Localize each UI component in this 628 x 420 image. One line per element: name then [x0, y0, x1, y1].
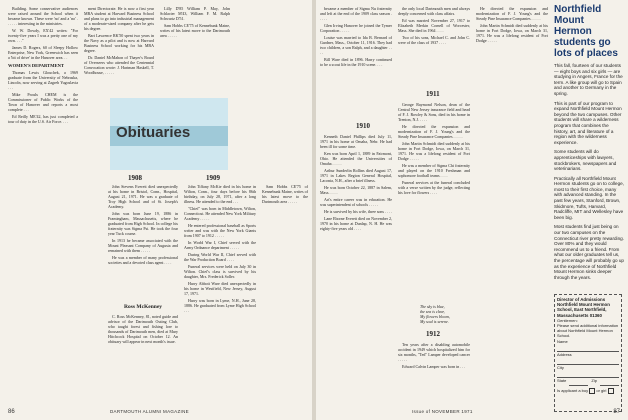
paragraph: John Tiffany McKie died in his home in Wilton, Conn., four days before his 86th birthday, on July 28, 1971, after a long illness. He attended to the end . . .: [184, 184, 256, 204]
verse-line: My flowers bloom,: [420, 314, 450, 319]
coupon-text: Please send additional information about Northfield Mount Hermon School.: [557, 323, 619, 339]
paragraph: In 1913 he became associated with the Mount Pleasant Company of Augusta and remained with them . . . . .: [108, 238, 178, 253]
paragraph: ment Directorate. He is now a first year MBA student at Harvard Business School and plans to go into industrial management of a moderate-sized company after he gets his degree.: [84, 6, 154, 31]
verse-line: the sea is clear,: [420, 309, 445, 314]
city-field-label: City: [557, 365, 564, 371]
ad-paragraph: This fall, fourteen of our students — eight boys and six girls — are studying in Angers, France for the term. A like group will go to Spain and another to Germany in the spring.: [554, 63, 623, 96]
paragraph: John Martin Schmidt died suddenly at his home in Fort Dodge, Iowa, on March 31, 1971. He was a lifelong resident of Fort Dodge . . . . .: [398, 141, 470, 161]
state-field-label: State: [557, 378, 567, 384]
year-heading-1912: 1912: [426, 330, 440, 338]
paragraph: Sam Hobbs CE'75 of Kennebunk Maine, writes of his latest move to the Dartmouth area . . . . .: [160, 23, 230, 38]
left-column-1: [8, 6, 78, 394]
paragraph: Kenneth Daniel Phillips died July 11, 1971 in his home at Omaha, Nebr. He had been ill for some time.: [320, 134, 392, 149]
year-heading-1908: 1908: [128, 174, 142, 182]
obituary-column-2: [184, 184, 256, 394]
paragraph: Funeral services were held on July 30 in Wilton. Chief's class is survived by his daughter, Mrs. Frederick Soller.: [184, 264, 256, 279]
ad-paragraph: Practically all Northfield Mount Hermon students go on to college, most to their first choice, many with advanced standing. In the past few years, Stanford, Brown, Skidmore, Tufts, Harvard, Radcliffe, MIT and Wellesley have been big.: [554, 175, 624, 220]
paragraph: He directed the expansion and modernization of F. J. Young's and the Steady Pine Insurance Companies . . . . .: [476, 6, 548, 21]
paragraph: Harry Abbott Ware died unexpectedly in his home in Westfield, New Jersey, August 17, 1971.: [184, 281, 256, 296]
boy-checkbox[interactable]: [589, 388, 595, 394]
left-page: [0, 0, 312, 420]
paragraph: John Stevens Everett died unexpectedly at his home in Bristol, Conn., Hospital, August 21, 1971. He was a graduate of Troy High School and of St. Joseph's Academy.: [108, 184, 178, 209]
paragraph: Edward Calvin Lamper was born in . . .: [402, 364, 466, 369]
address-field-label: Address: [557, 351, 572, 357]
coupon-address: Director of Admissions Northfield Mount Hermon School, East Northfield, Massachusetts 01360: [557, 297, 610, 318]
paragraph: Arthur Sunderlin Rollins died August 17, 1971 in Lakes Region General Hospital, Laconia, N.H., after a brief illness.: [320, 168, 392, 183]
paragraph: Ed Reilly ME'42, has just completed a tour of duty in the U.S. Air Force. . . .: [8, 114, 78, 124]
paragraph: Louise was married to Ida B. Bernard of Gardner, Mass., October 11, 1916. They had two children, a son Ralph, and a daughter . . . .: [320, 35, 392, 55]
paragraph: During World War II, Chief served with the War Production Board . . . .: [184, 252, 256, 262]
paragraph: "Chief" was born in Middletown, Wilton, Connecticut. He attended New York Military Academy . . . . .: [184, 206, 256, 221]
folio-right: Issue of NOVEMBER 1971: [412, 409, 473, 414]
paragraph: Mike Proulx CHEM is the Commissioner of Public Works of the Town of Hanover and reports a most complete . . .: [8, 92, 78, 112]
ad-body: [554, 63, 624, 280]
section-heading: WOMEN'S DEPARTMENT: [8, 63, 65, 68]
paragraph: George Raymond Nelson, dean of the Central New Jersey insurance field and head of F. J. Rowley & Sons, died in his home in Trenton, N.J. . . . .: [398, 102, 470, 122]
name-field-label: Name: [557, 338, 568, 344]
obituaries-title: Obituaries: [116, 124, 191, 141]
right-column-1: [320, 6, 392, 116]
paragraph: Lilly D'85 William P. May, John Schlacter M'43, William F. M. Ralph Schwartz D'51.: [160, 6, 230, 21]
paragraph: He was a member of Sigma Chi fraternity and played on the 1910 Freshman and sophomore football teams . . . .: [398, 163, 470, 178]
right-page: [316, 0, 628, 420]
coupon-greeting: Gentlemen:: [557, 317, 578, 323]
year-heading-1909: 1909: [206, 174, 220, 182]
paragraph: He is survived by his wife, three sons . . . .: [324, 209, 392, 214]
applicant-row: [557, 388, 619, 394]
paragraph: He entered professional baseball as Sports writer and was with the New York Giants from 1907 to 1912 . . . . .: [184, 223, 256, 238]
paragraph: Ten years after a disabling automobile accident in 1949 which hospitalized him for six months, "Ted" Lamper developed cancer . . . . .: [398, 342, 470, 362]
paragraph: Glen Irving Hanover he joined the Tymer Corporation . . . . .: [320, 23, 392, 33]
state-zip-row: [557, 378, 619, 386]
year-heading-1910: 1910: [356, 122, 370, 130]
folio-left: DARTMOUTH ALUMNI MAGAZINE: [110, 409, 189, 414]
paragraph: Lane Eborne Everett died on November 2, 1970 in his home at Dunlap, N. H. He was eighty-five years old . . . .: [320, 216, 392, 231]
right-column-2b: [398, 102, 470, 252]
year-heading-1911: 1911: [426, 90, 440, 98]
paragraph: Sam Hobbs CE'75 of Kennebunk Maine, writes of his latest move to the Dartmouth area . . . . .: [262, 184, 308, 204]
or-girl-label: or girl: [596, 388, 607, 394]
city-field[interactable]: [557, 371, 619, 378]
paragraph: Thomas Lewis Glouchek, a 1969 graduate from the University of Nebraska, Lincoln, now serving at Zagreb Yugoslavia . . .: [8, 70, 78, 90]
paragraph: He was a member of many professional societies and a devoted class agent . . . .: [108, 255, 178, 265]
right-column-2: [398, 6, 470, 84]
obituaries-banner: [110, 98, 228, 170]
ad-headline: Northfield Mount Hermon students go lots of places: [554, 4, 618, 59]
verse-line: The sky is blue,: [420, 304, 445, 309]
left-column-2: [84, 6, 154, 96]
paragraph: John was born June 19, 1886 in Framingham, Massachusetts, where he graduated from High School. In college his fraternity was Sigma Psi. He took the four year Tuck course.: [108, 211, 178, 236]
paragraph: Harry was born in Lyme, N.H., June 28, 1886. He graduated from Lyme High School . . .: [184, 298, 256, 313]
right-column-3: [476, 6, 548, 396]
paragraph: W. W. Dowdy, EX'42 writes: "For twenty-five years I was a pretty one of my own. . . .": [8, 28, 78, 43]
northfield-mount-hermon-ad: [554, 4, 624, 414]
paragraph: He was born October 22, 1887 in Salem, Mass. . . . .: [320, 185, 392, 195]
obituary-name-heading: Ross McKenney: [124, 304, 163, 310]
girl-checkbox[interactable]: [608, 388, 614, 394]
paragraph: Bart Lawrence RK'50 spent two years in the Navy as a pilot and is now at Harvard Business School working for his MBA degree.: [84, 33, 154, 53]
paragraph: Two of his sons, Michael C. and John C. were of the class of 1937 . . . .: [398, 35, 470, 45]
ad-paragraph: This is part of our program to expand Northfield Mount Hermon beyond the two campuses. Other students will share a wilderness program that combines the history, art, and literature of a region with the wilderness experience.: [554, 100, 622, 145]
paragraph: Ken was born April 1, 1889 in Fairmont, Ohio. He attended the Universities of Omaha . . . . .: [320, 151, 392, 166]
right-column-1b: [320, 134, 392, 396]
state-field[interactable]: [569, 379, 588, 386]
address-field[interactable]: [557, 358, 619, 365]
admissions-coupon: [554, 294, 622, 412]
zip-field-label: Zip: [591, 378, 597, 384]
ad-paragraph: Most students find just being on our two campuses on the Connecticut river pretty rewarding. Over 80% and they would recommend us to a friend. From what our older graduates tell us, the percentage will probably go up as the experience of Northfield Mount Hermon sinks deeper through the years.: [554, 224, 624, 280]
paragraph: John Martin Schmidt died suddenly at his home in Fort Dodge, Iowa, on March 31, 1971. He was a lifelong resident of Fort Dodge . . . . .: [476, 23, 548, 43]
paragraph: Funeral services at the funeral concluded with a verse written by the judge, reflecting his love for flowers . . . .: [398, 180, 470, 195]
paragraph: Ed was married November 27, 1917 to Elizabeth Merkin Cornell of Worcester, Mass. She died in 1964 . . . .: [398, 18, 470, 33]
paragraph: became a member of Sigma Nu fraternity and left at the end of the 1909 class season . . . . .: [320, 6, 392, 21]
page-number-right: 87: [613, 409, 620, 415]
paragraph: Art's entire career was in education. He was superintendent of schools . . . . .: [320, 197, 392, 207]
paragraph: the only local Dartmouth men and always deeply concerned with class affairs.: [398, 6, 470, 16]
paragraph: C. Ross McKenney, 81, noted guide and advisor of the Dartmouth Outing Club, who taught forest and fishing lore to thousands of Dartmouth men, died at Mary Hitchcock Hospital on October 12. An obituary will appear in next month's issue.: [108, 314, 178, 344]
obituary-column-1b: [108, 314, 178, 394]
page-number-left: 86: [8, 409, 15, 415]
paragraph: Dr. Daniel McMahon of Thayer's Board of Overseers who attended the Centennial Convocation wrote: J. Hartman Haskell, T. Woodhouse, . . . . .: [84, 55, 154, 75]
obituary-column-1: [108, 184, 178, 300]
paragraph: In World War I, Chief served with the Army Ordnance department . . . . .: [184, 240, 256, 250]
obituary-column-3: [262, 184, 308, 394]
memorial-verse: [420, 304, 450, 324]
applicant-label: Is applicant a boy: [557, 388, 589, 394]
left-column-3: [160, 6, 230, 96]
paragraph: Bill Ware died in 1896. Harry continued to be a scout life in the 1910 scene. . . .: [320, 57, 392, 67]
ad-paragraph: Some students will do apprenticeships with lawyers, stockbrokers, newspapers and veterinarians.: [554, 149, 617, 172]
name-field[interactable]: [557, 345, 619, 352]
paragraph: Building. Some conservative audiences were raised around the School when it became known. These were 'no' and a 'no' . . . . . . interesting in the ministries.: [8, 6, 78, 26]
paragraph: James D. Rogers, 60 of Sleepy Hollow Enterprise, New York, Greenwich has seen a 'bit of drive' in the Hanover area. . .: [8, 45, 78, 60]
zip-field[interactable]: [600, 379, 619, 386]
paragraph: He directed the expansion and modernization of F. J. Young's and the Steady Pine Insurance Companies . . . . .: [398, 124, 470, 139]
verse-line: My soul is serene.: [420, 319, 449, 324]
right-column-2c: [398, 342, 470, 396]
